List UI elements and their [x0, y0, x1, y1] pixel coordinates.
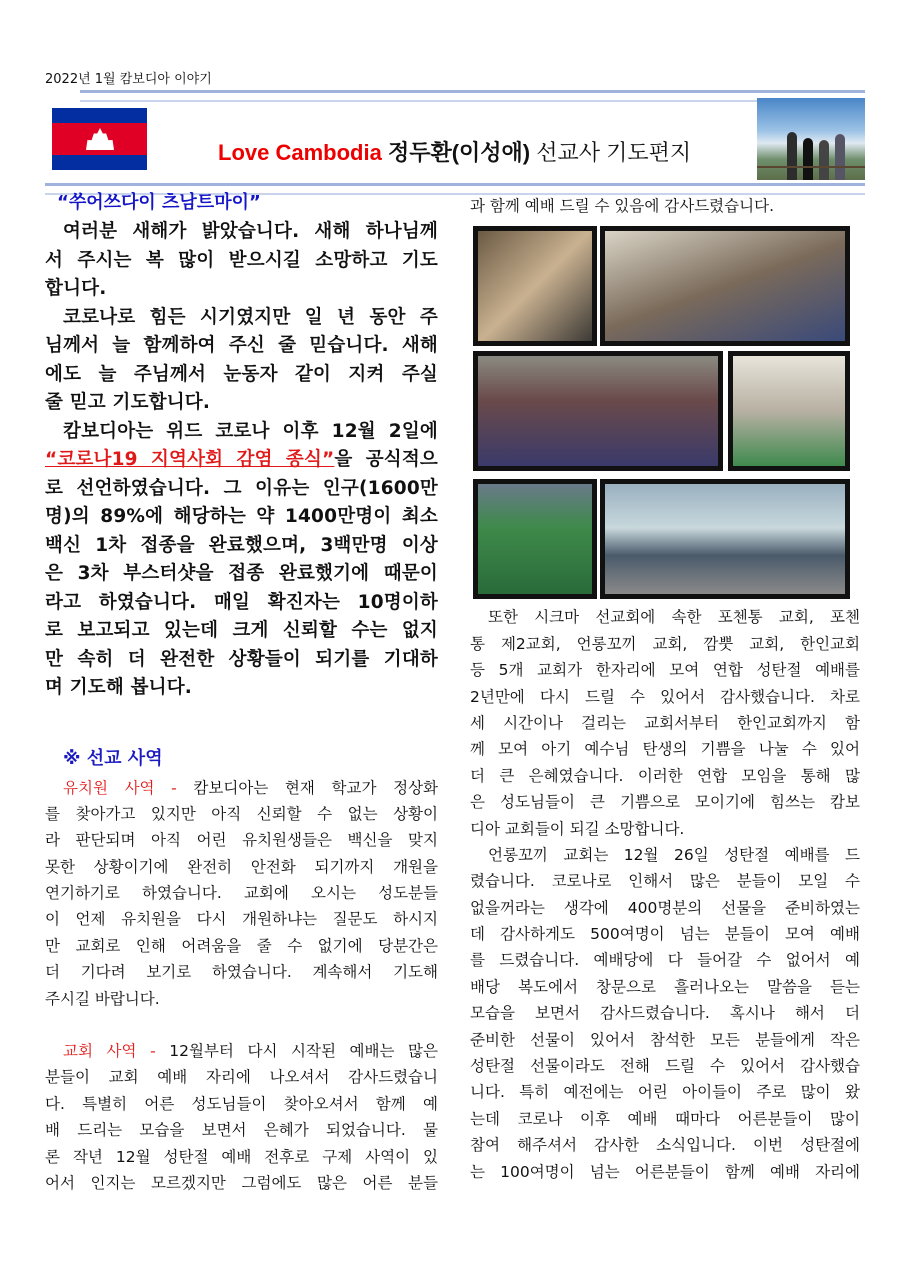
- text-line: 못한 상황이기에 완전히 안전화 되기까지 개원을: [45, 857, 438, 876]
- text-line: 는 100여명이 넘는 어른분들이 함께 예배 자리에: [470, 1162, 860, 1181]
- text-line: 론 작년 12월 성탄절 예배 전후로 구제 사역이 있: [45, 1147, 438, 1166]
- text-line: 줄 믿고 기도합니다.: [45, 392, 211, 413]
- mission-text: [45, 775, 438, 1197]
- text-line: 2년만에 다시 드릴 수 있어서 감사했습니다. 차로: [470, 687, 860, 706]
- cambodia-flag-image: [52, 108, 147, 170]
- text-line: 없을꺼라는 생각에 400명분의 선물을 준비하였는: [470, 898, 860, 917]
- text-line: “코로나19 지역사회 감염 종식”을 공식적으: [45, 449, 438, 470]
- newsletter-date: 2022년 1월 캄보디아 이야기: [45, 72, 212, 87]
- page-title: [218, 136, 691, 167]
- left-column: [45, 188, 438, 1196]
- text-line: 배 드리는 모습을 보면서 은혜가 되었습니다. 물: [45, 1121, 438, 1140]
- text-line: 과 함께 예배 드릴 수 있음에 감사드렸습니다.: [470, 197, 775, 215]
- photo-christmas-service: [473, 351, 723, 471]
- text-line: 니다. 특히 예전에는 어린 아이들이 주로 많이 왔: [470, 1083, 860, 1102]
- text-line: 서 주시는 복 많이 받으시길 소망하고 기도: [45, 249, 438, 271]
- text-line: 명)의 89%에 해당하는 약 1400만명이 최소: [45, 506, 438, 527]
- text-line: 등 5개 교회가 한자리에 모여 연합 성탄절 예배를: [470, 661, 860, 680]
- right-column: [470, 193, 860, 1185]
- text-line: 렸습니다. 코로나로 인해서 많은 분들이 모일 수: [470, 872, 860, 891]
- title-love-cambodia: Love Cambodia: [218, 140, 382, 165]
- text-line: 만 속히 더 완전한 상황들이 되기를 기대하: [45, 648, 438, 670]
- text-line: 유치원 사역 - 캄보디아는 현재 학교가 정상화: [63, 778, 439, 797]
- text-line: 데 감사하게도 500여명이 넘는 분들이 모여 예배: [470, 925, 860, 944]
- text-line: 참여 해주셔서 감사한 소식입니다. 이번 성탄절에: [470, 1136, 860, 1155]
- text-line: 합니다.: [45, 278, 107, 299]
- text-line: 준비한 선물이 있어서 참석한 모든 분들에게 작은: [470, 1030, 860, 1049]
- title-missionary-name: 정두환(이성애): [387, 140, 531, 165]
- text-line: 에도 늘 주님께서 눈동자 같이 지켜 주실: [45, 363, 438, 385]
- text-line: 더 기다려 보기로 하였습니다. 계속해서 기도해: [45, 963, 438, 982]
- text-line: 또한 시크마 선교회에 속한 포첸통 교회, 포첸: [488, 608, 860, 627]
- photo-children-playing: [473, 479, 597, 599]
- text-line: 님께서 늘 함께하여 주신 줄 믿습니다. 새해: [45, 335, 438, 356]
- text-line: 캄보디아는 위드 코로나 이후 12월 2일에: [63, 420, 438, 442]
- church-label: 교회 사역 -: [63, 1042, 156, 1061]
- text-line: 통 제2교회, 언롱꼬끼 교회, 깜뿟 교회, 한인교회: [470, 634, 860, 653]
- photo-children-eating: [473, 226, 597, 346]
- family-photo: [757, 98, 865, 180]
- text-line: 다. 특별히 어른 성도님들이 찾아오셔서 함께 예: [45, 1094, 438, 1113]
- text-line: 로 선언하였습니다. 그 이유는 인구(1600만: [45, 477, 438, 499]
- section-heading-mission: ※ 선교 사역: [63, 747, 163, 769]
- kindergarten-label: 유치원 사역 -: [63, 778, 177, 797]
- text-line: 언롱꼬끼 교회는 12월 26일 성탄절 예배를 드: [488, 845, 860, 864]
- text-line: 는데 코로나 이후 예배 때마다 어른분들이 많이: [470, 1109, 860, 1128]
- text-line: 세 시간이나 걸리는 교회서부터 한인교회까지 함: [470, 713, 860, 732]
- text-line: 배당 복도에서 창문으로 흘러나오는 말씀을 듣는: [470, 977, 860, 996]
- photo-meal-gathering: [600, 226, 850, 346]
- photo-group-christmas-tree: [600, 479, 850, 599]
- covid-end-highlight: “코로나19 지역사회 감염 종식”: [45, 449, 335, 470]
- text-line: 만 교회로 인해 어려움을 줄 수 없기에 당분간은: [45, 936, 438, 955]
- photo-collage: [470, 219, 860, 604]
- header-divider-top: [80, 90, 865, 102]
- text-line: 를 찾아가고 있지만 아직 신뢰할 수 없는 상황이: [45, 804, 438, 823]
- photo-kindergarten-room: [728, 351, 850, 471]
- right-text: [470, 604, 860, 1185]
- intro-text: [45, 218, 438, 703]
- text-line: 은 3차 부스터샷을 접종 완료했기에 때문이: [45, 563, 438, 584]
- text-line: 성탄절 선물이라도 전해 드릴 수 있어서 감사했습: [470, 1057, 860, 1076]
- text-line: 코로나로 힘든 시기였지만 일 년 동안 주: [63, 306, 438, 328]
- text-line: 께 모여 아기 예수님 탄생의 기쁨을 나눌 수 있어: [470, 740, 860, 759]
- text-line: 더 큰 은혜였습니다. 이러한 연합 모임을 통해 많: [470, 766, 860, 785]
- text-line: 백신 1차 접종을 완료했으며, 3백만명 이상: [45, 534, 438, 556]
- text-line: 를 드렸습니다. 예배당에 다 들어갈 수 없어서 예: [470, 951, 860, 970]
- text-line: 연기하기로 하였습니다. 교회에 오시는 성도분들: [45, 884, 438, 903]
- text-line: 교회 사역 - 12월부터 다시 시작된 예배는 많은: [63, 1042, 438, 1061]
- text-line: 라고 하였습니다. 매일 확진자는 10명이하: [45, 591, 438, 613]
- text-line: 여러분 새해가 밝았습니다. 새해 하나님께: [63, 221, 438, 242]
- text-line: 디아 교회들이 되길 소망합니다.: [470, 819, 685, 838]
- text-line: 어서 인지는 모르겠지만 그럼에도 많은 어른 분들: [45, 1173, 438, 1192]
- new-year-greeting: “쑤어쓰다이 츠남트마이”: [57, 192, 261, 213]
- text-line: 이 언제 유치원을 다시 개원하냐는 질문도 하시지: [45, 910, 438, 929]
- text-line: 모습을 보면서 감사드렸습니다. 혹시나 해서 더: [470, 1004, 860, 1023]
- text-line: 주시길 바랍니다.: [45, 989, 160, 1008]
- title-subtitle: 선교사 기도편지: [530, 140, 692, 165]
- text-line: 며 기도해 봅니다.: [45, 677, 193, 698]
- text-line: 은 성도님들이 큰 기쁨으로 모이기에 힘쓰는 캄보: [470, 793, 860, 812]
- text-line: 로 보고되고 있는데 크게 신뢰할 수는 없지: [45, 620, 438, 641]
- text-line: 분들이 교회 예배 자리에 나오셔서 감사드렸습니: [45, 1068, 438, 1087]
- text-line: 라 판단되며 아직 어린 유치원생들은 백신을 맞지: [45, 831, 438, 850]
